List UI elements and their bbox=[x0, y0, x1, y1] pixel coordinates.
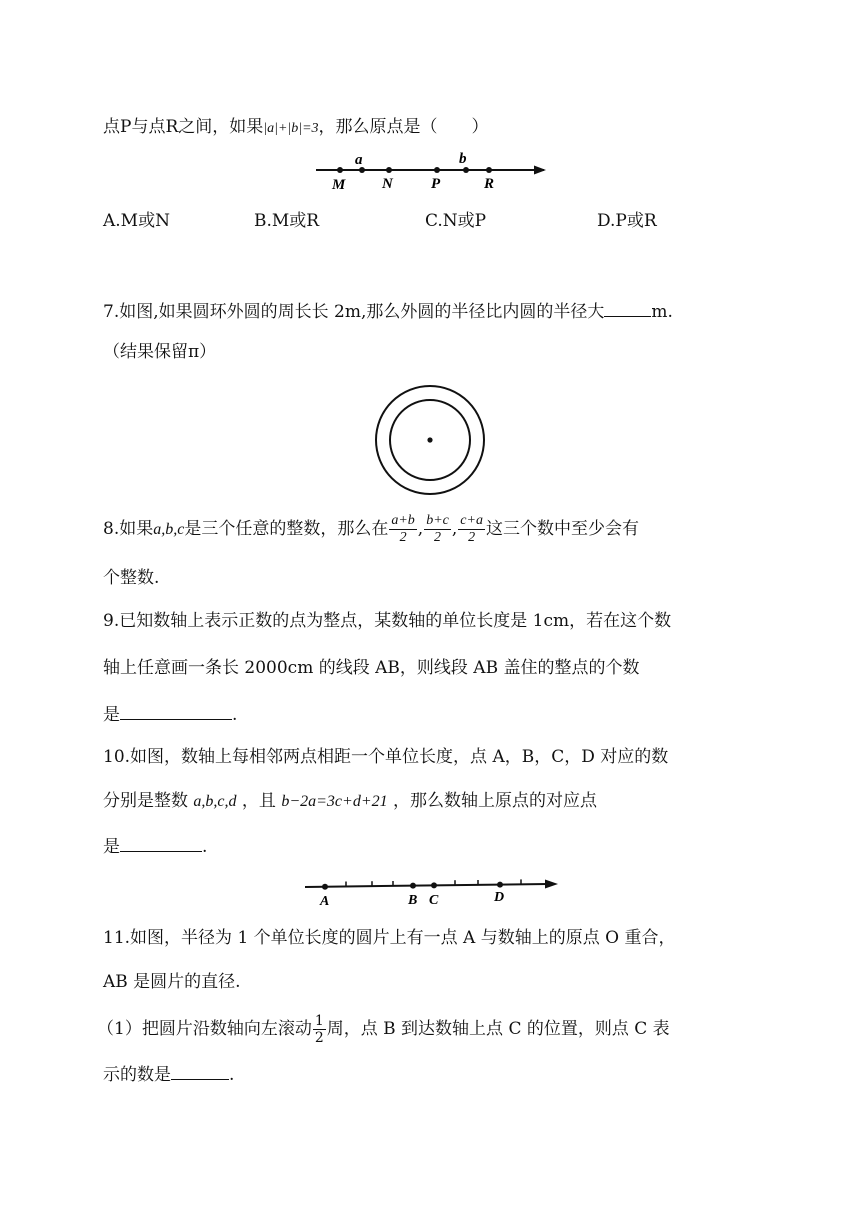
fraction-3-num: c+a bbox=[460, 513, 483, 528]
q9-line2: 轴上任意画一条长 2000cm 的线段 AB，则线段 AB 盖住的整点的个数 bbox=[103, 658, 640, 678]
q10-pre3: 是 bbox=[103, 837, 120, 857]
label-B: B bbox=[408, 893, 418, 908]
label-a: a bbox=[355, 152, 363, 168]
option-b[interactable]: B.M或R bbox=[254, 211, 320, 231]
fraction-half-num: 1 bbox=[314, 1013, 324, 1029]
point-A bbox=[322, 884, 328, 890]
fraction-half-den: 2 bbox=[314, 1030, 324, 1046]
fraction-1-num: a+b bbox=[391, 513, 415, 528]
fraction-half bbox=[313, 1013, 326, 1046]
label-M: M bbox=[332, 177, 346, 193]
q10-line2 bbox=[103, 789, 597, 814]
q11-sub1-line2 bbox=[103, 1061, 234, 1087]
answer-blank-q7[interactable] bbox=[604, 298, 651, 317]
q7-line2: （结果保留π） bbox=[103, 342, 217, 362]
point-C bbox=[431, 882, 437, 888]
q7-line1 bbox=[103, 298, 673, 324]
q10-line1: 10.如图，数轴上每相邻两点相距一个单位长度，点 A，B，C，D 对应的数 bbox=[103, 747, 669, 767]
number-line-figure-2 bbox=[300, 870, 562, 910]
label-R: R bbox=[484, 176, 495, 192]
q7-text: 7.如图,如果圆环外圆的周长长 2m,那么外圆的半径比内圆的半径大 bbox=[103, 302, 605, 322]
q9-line3 bbox=[103, 701, 237, 727]
q8-line1: 8.如果a,b,c是三个任意的整数，那么在 $\frac{a+b}{2}$ , $\frac{b+c}{2}$ , $\frac{c+a}{2}$ 这三个数中至少会有 bbox=[103, 513, 639, 545]
q8-pre: 8.如果 bbox=[103, 519, 154, 539]
q10-line3 bbox=[103, 833, 207, 859]
q9-line1: 9.已知数轴上表示正数的点为整点，某数轴的单位长度是 1cm，若在这个数 bbox=[103, 611, 672, 631]
axis-arrow-2 bbox=[545, 880, 558, 889]
point-B bbox=[410, 883, 416, 889]
q6-text bbox=[103, 115, 489, 141]
label-N: N bbox=[382, 176, 393, 192]
q10-post3: . bbox=[202, 837, 208, 857]
q6-text-pre: 点P与点R之间，如果 bbox=[103, 117, 264, 137]
center-point bbox=[427, 437, 432, 442]
label-D: D bbox=[494, 890, 505, 905]
ring-figure bbox=[372, 382, 488, 498]
point-b bbox=[463, 167, 469, 173]
option-d[interactable]: D.P或R bbox=[597, 211, 657, 231]
q8-post: 这三个数中至少会有 bbox=[485, 519, 639, 539]
q10-equation: b−2a=3c+d+21 bbox=[281, 793, 388, 810]
label-C: C bbox=[429, 893, 439, 908]
q11-sub1-pre2: 示的数是 bbox=[103, 1065, 171, 1085]
axis-line-2 bbox=[305, 884, 548, 887]
number-line-figure-1 bbox=[310, 148, 560, 196]
q8-line2: 个整数. bbox=[103, 568, 160, 588]
q9-pre: 是 bbox=[103, 705, 120, 725]
answer-blank-q11[interactable] bbox=[171, 1061, 229, 1080]
q11-sub1-post2: . bbox=[229, 1065, 235, 1085]
fraction-2-num: b+c bbox=[426, 513, 449, 528]
label-P: P bbox=[431, 176, 441, 192]
fraction-1-den: 2 bbox=[399, 530, 407, 545]
label-A: A bbox=[320, 894, 330, 909]
option-a[interactable]: A.M或N bbox=[103, 211, 170, 231]
point-N bbox=[386, 167, 392, 173]
q7-unit: m. bbox=[651, 302, 673, 322]
q6-text-post: ，那么原点是（ ） bbox=[318, 117, 489, 137]
answer-blank-q10[interactable] bbox=[120, 833, 202, 852]
q9-post: . bbox=[232, 705, 238, 725]
fraction-3 bbox=[458, 513, 485, 546]
label-b: b bbox=[459, 151, 467, 167]
point-M bbox=[337, 167, 343, 173]
q10-mid: ，且 bbox=[241, 791, 276, 811]
q11-sub1-post: 周，点 B 到达数轴上点 C 的位置，则点 C 表 bbox=[326, 1019, 670, 1039]
q11-sub1-pre: （1）把圆片沿数轴向左滚动 bbox=[97, 1019, 312, 1039]
fraction-2 bbox=[424, 513, 451, 546]
q10-vars: a,b,c,d bbox=[193, 793, 237, 810]
q11-sub1-line1 bbox=[97, 1012, 670, 1046]
point-P bbox=[434, 167, 440, 173]
q8-vars: a,b,c bbox=[153, 521, 185, 538]
answer-blank-q9[interactable] bbox=[120, 701, 232, 720]
q10-pre: 分别是整数 bbox=[103, 791, 188, 811]
q11-line2: AB 是圆片的直径. bbox=[103, 972, 241, 992]
fraction-2-den: 2 bbox=[434, 530, 442, 545]
fraction-1 bbox=[389, 513, 416, 546]
point-D bbox=[497, 882, 503, 888]
q10-post: ，那么数轴上原点的对应点 bbox=[393, 791, 598, 811]
point-R bbox=[486, 167, 492, 173]
q11-line1: 11.如图，半径为 1 个单位长度的圆片上有一点 A 与数轴上的原点 O 重合， bbox=[103, 928, 676, 948]
q8-mid: 是三个任意的整数，那么在 bbox=[184, 519, 389, 539]
axis-arrow bbox=[534, 166, 546, 175]
q6-math: |a|+|b|=3 bbox=[263, 121, 319, 136]
fraction-3-den: 2 bbox=[468, 530, 476, 545]
option-c[interactable]: C.N或P bbox=[425, 211, 487, 231]
